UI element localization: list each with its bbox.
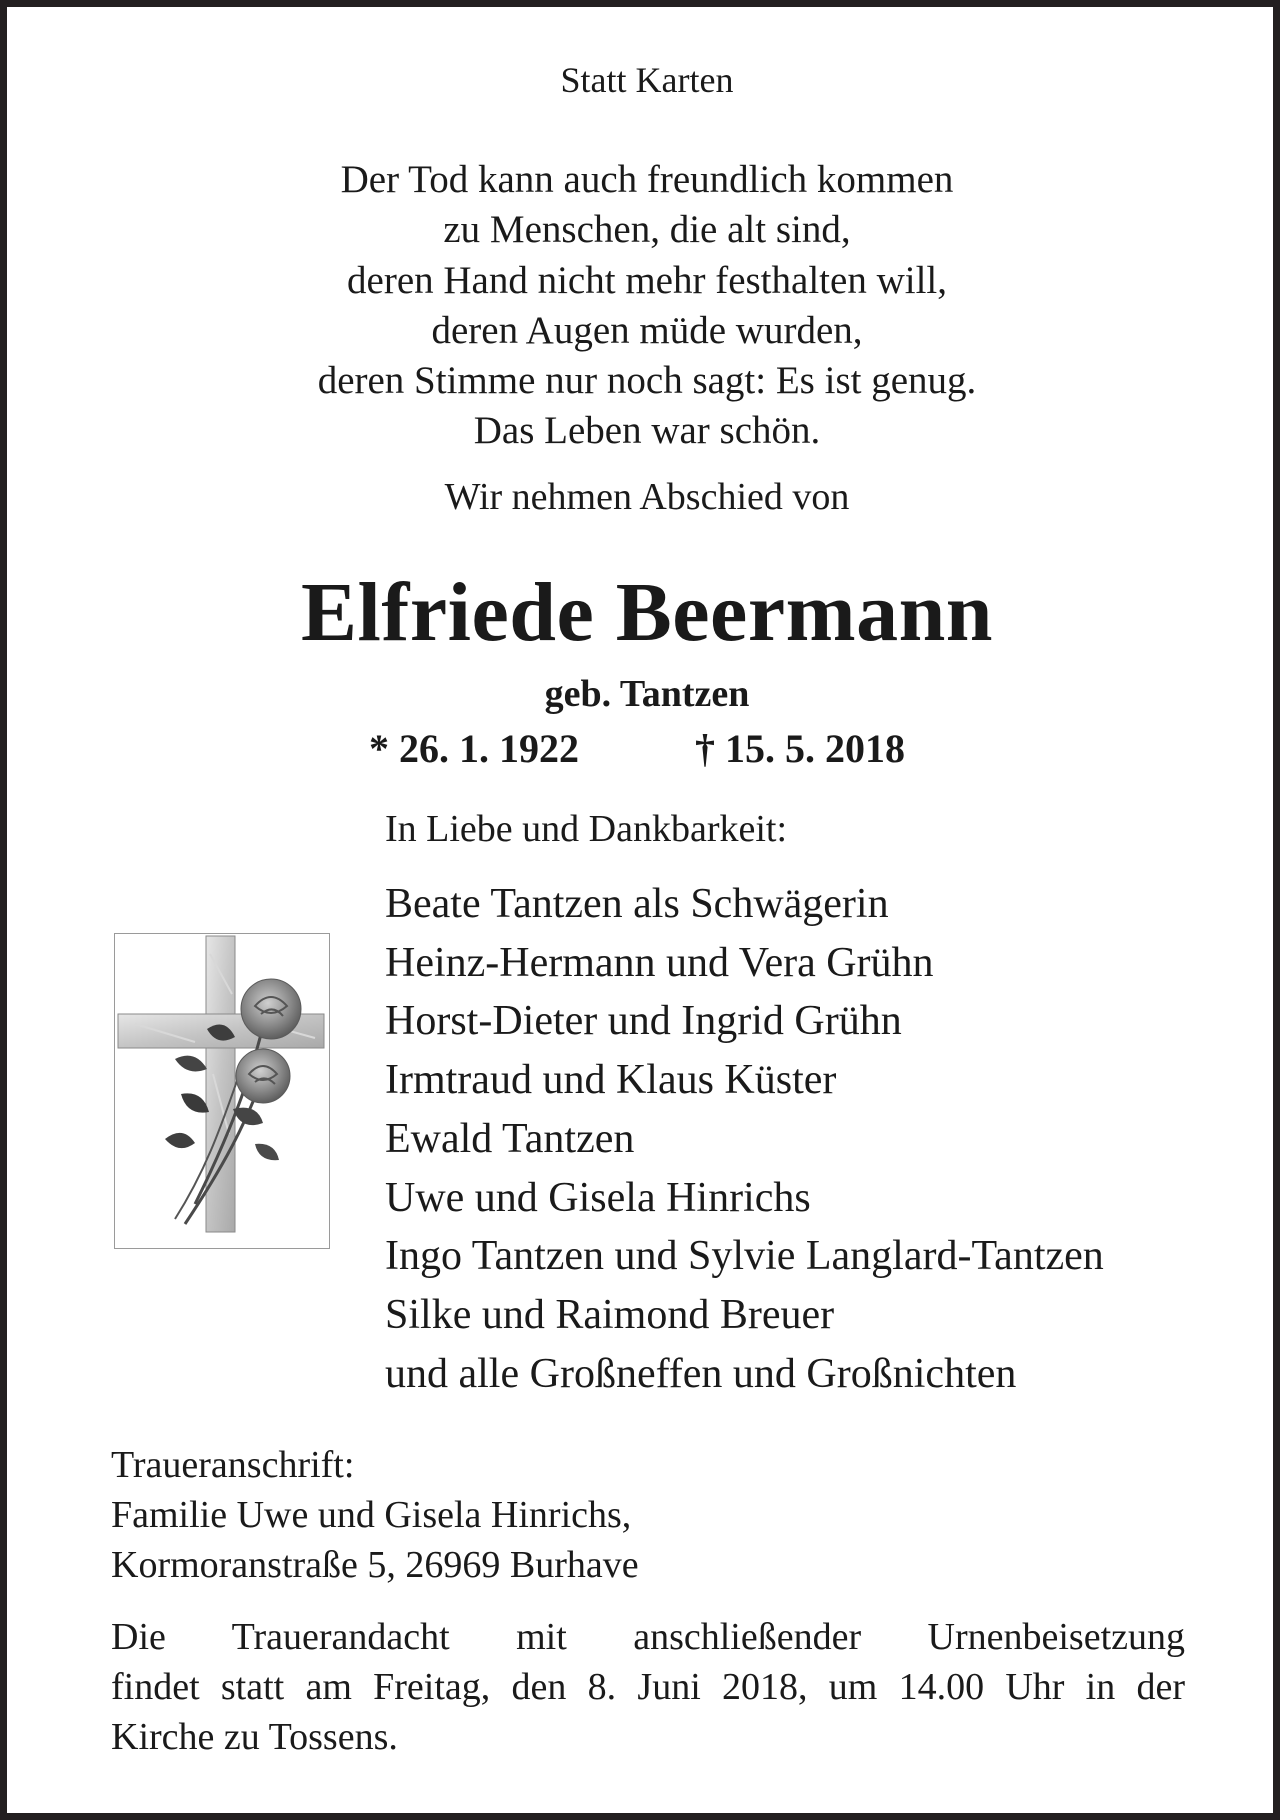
cross-with-roses-icon bbox=[115, 934, 328, 1247]
poem-line: deren Hand nicht mehr festhalten will, bbox=[347, 258, 947, 302]
farewell-intro: Wir nehmen Abschied von bbox=[444, 476, 850, 518]
death-date: † 15. 5. 2018 bbox=[695, 726, 905, 771]
address-family: Familie Uwe und Gisela Hinrichs, bbox=[111, 1494, 632, 1536]
address-street: Kormoranstraße 5, 26969 Burhave bbox=[111, 1544, 639, 1586]
birth-name: geb. Tantzen bbox=[544, 673, 750, 715]
poem bbox=[7, 155, 1280, 457]
cross-roses-image bbox=[114, 933, 330, 1249]
deceased-name: Elfriede Beermann bbox=[300, 566, 994, 659]
service-info bbox=[111, 1612, 1185, 1762]
poem-line: Das Leben war schön. bbox=[473, 409, 821, 453]
mourner-item: Ewald Tantzen bbox=[385, 1115, 635, 1162]
mourner-item: Silke und Raimond Breuer bbox=[385, 1291, 835, 1338]
birth-date: * 26. 1. 1922 bbox=[369, 726, 579, 771]
poem-line: zu Menschen, die alt sind, bbox=[443, 208, 851, 252]
service-line: Kirche zu Tossens. bbox=[111, 1716, 398, 1758]
mourner-item: Heinz-Hermann und Vera Grühn bbox=[385, 939, 934, 986]
mourning-address bbox=[111, 1440, 639, 1590]
poem-line: deren Stimme nur noch sagt: Es ist genug. bbox=[317, 359, 977, 403]
poem-line: deren Augen müde wurden, bbox=[431, 308, 863, 352]
mourner-item: Uwe und Gisela Hinrichs bbox=[385, 1174, 811, 1221]
mourner-item: Irmtraud und Klaus Küster bbox=[385, 1057, 837, 1104]
love-line: In Liebe und Dankbarkeit: bbox=[385, 808, 788, 850]
poem-line: Der Tod kann auch freundlich kommen bbox=[340, 158, 954, 201]
address-label: Traueranschrift: bbox=[111, 1444, 355, 1486]
mourner-item: und alle Großneffen und Großnichten bbox=[385, 1350, 1017, 1397]
mourner-item: Horst-Dieter und Ingrid Grühn bbox=[385, 998, 902, 1045]
mourner-item: Beate Tantzen als Schwägerin bbox=[385, 881, 889, 927]
header-text: Statt Karten bbox=[560, 60, 734, 100]
mourner-item: Ingo Tantzen und Sylvie Langlard-Tantzen bbox=[385, 1233, 1104, 1280]
mourners-list bbox=[385, 875, 1104, 1403]
service-line: findet statt am Freitag, den 8. Juni 2018, um 14.00 Uhr in der bbox=[111, 1666, 1185, 1708]
service-line: Die Trauerandacht mit anschließender Urnenbeisetzung bbox=[111, 1616, 1185, 1658]
